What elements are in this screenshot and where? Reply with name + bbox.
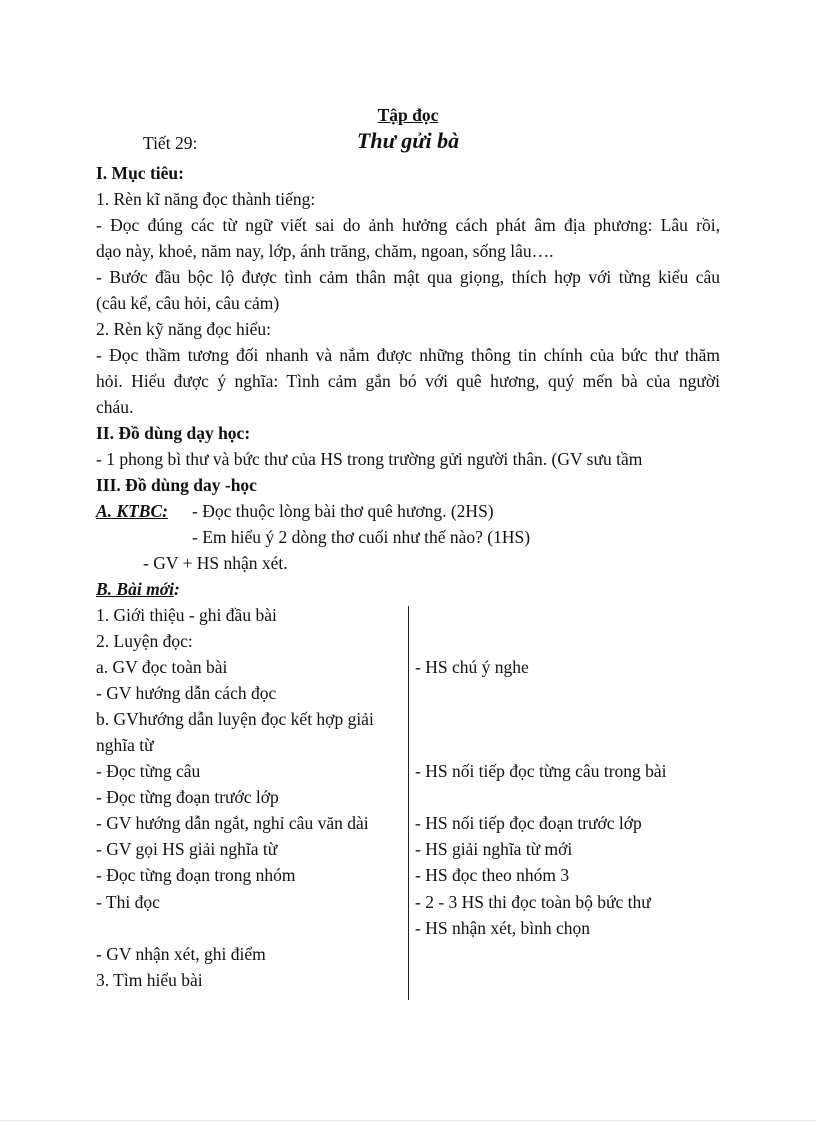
ktbc-label: A. KTBC:: [96, 501, 168, 521]
teacher-activity: 1. Giới thiệu - ghi đầu bài: [96, 605, 277, 625]
teacher-activity: a. GV đọc toàn bài: [96, 657, 228, 677]
student-activity: - HS nối tiếp đọc đoạn trước lớp: [415, 813, 642, 833]
objective-reading-aloud: 1. Rèn kĩ năng đọc thành tiếng:: [96, 189, 316, 209]
new-lesson-colon: :: [173, 579, 180, 599]
teacher-activity: - GV hướng dẫn cách đọc: [96, 683, 277, 703]
subject-heading: Tập đọc: [377, 105, 439, 125]
teacher-activity: - GV gọi HS giải nghĩa từ: [96, 839, 278, 859]
section-activities-heading: III. Đồ dùng day -học: [96, 475, 257, 495]
teacher-activity: 2. Luyện đọc:: [96, 631, 193, 651]
teacher-activity: - Đọc từng câu: [96, 761, 201, 781]
objective-comprehension: 2. Rèn kỹ năng đọc hiểu:: [96, 319, 271, 339]
teacher-activity: - Đọc từng đoạn trong nhóm: [96, 865, 296, 885]
objective-text-line: cháu.: [96, 397, 134, 417]
student-activity: - HS chú ý nghe: [415, 657, 529, 677]
teacher-activity: - Đọc từng đoạn trước lớp: [96, 787, 279, 807]
new-lesson-heading: [96, 578, 180, 600]
objective-text-line: - Đọc đúng các từ ngữ viết sai do ảnh hưởng cách phát âm địa phương: Lâu rồi,: [96, 215, 720, 235]
student-activity: - HS nối tiếp đọc từng câu trong bài: [415, 761, 667, 781]
student-activity: - HS đọc theo nhóm 3: [415, 865, 570, 885]
teacher-activity: nghĩa từ: [96, 735, 154, 755]
period-label: Tiết 29:: [143, 133, 198, 153]
new-lesson-label: B. Bài mới: [96, 579, 174, 599]
section-materials-heading: II. Đồ dùng dạy học:: [96, 423, 251, 443]
student-activity: - HS nhận xét, bình chọn: [415, 918, 590, 938]
objective-text-line: - Bước đầu bộc lộ được tình cảm thân mật qua giọng, thích hợp với từng kiểu câu: [96, 267, 720, 287]
teacher-activity: 3. Tìm hiểu bài: [96, 970, 203, 990]
student-activity: - HS giải nghĩa từ mới: [415, 839, 573, 859]
ktbc-item: - Em hiểu ý 2 dòng thơ cuối như thế nào? (1HS): [192, 527, 531, 547]
teacher-activity: b. GVhướng dẫn luyện đọc kết hợp giải: [96, 709, 374, 729]
lesson-title: Thư gửi bà: [356, 128, 460, 153]
teacher-activity: - Thi đọc: [96, 892, 160, 912]
objective-text-line: hỏi. Hiểu được ý nghĩa: Tình cảm gắn bó với quê hương, quý mến bà của người: [96, 371, 720, 391]
objective-text-line: (câu kể, câu hỏi, câu cảm): [96, 293, 280, 313]
teacher-activity: - GV nhận xét, ghi điểm: [96, 944, 266, 964]
column-divider: [408, 606, 409, 1000]
student-activity: - 2 - 3 HS thi đọc toàn bộ bức thư: [415, 892, 651, 912]
ktbc-item: - GV + HS nhận xét.: [143, 553, 288, 573]
page-bottom-rule: [0, 1120, 816, 1121]
objective-text-line: - Đọc thầm tương đối nhanh và nắm được những thông tin chính của bức thư thăm: [96, 345, 720, 365]
teacher-activity: - GV hướng dẫn ngắt, nghỉ câu văn dài: [96, 813, 369, 833]
materials-text: - 1 phong bì thư và bức thư của HS trong trường gửi người thân. (GV sưu tầm: [96, 449, 643, 469]
objective-text-line: dạo này, khoẻ, năm nay, lớp, ánh trăng, chăm, ngoan, sống lâu….: [96, 241, 554, 261]
ktbc-item: - Đọc thuộc lòng bài thơ quê hương. (2HS): [192, 501, 494, 521]
section-objectives-heading: I. Mục tiêu:: [96, 163, 184, 183]
